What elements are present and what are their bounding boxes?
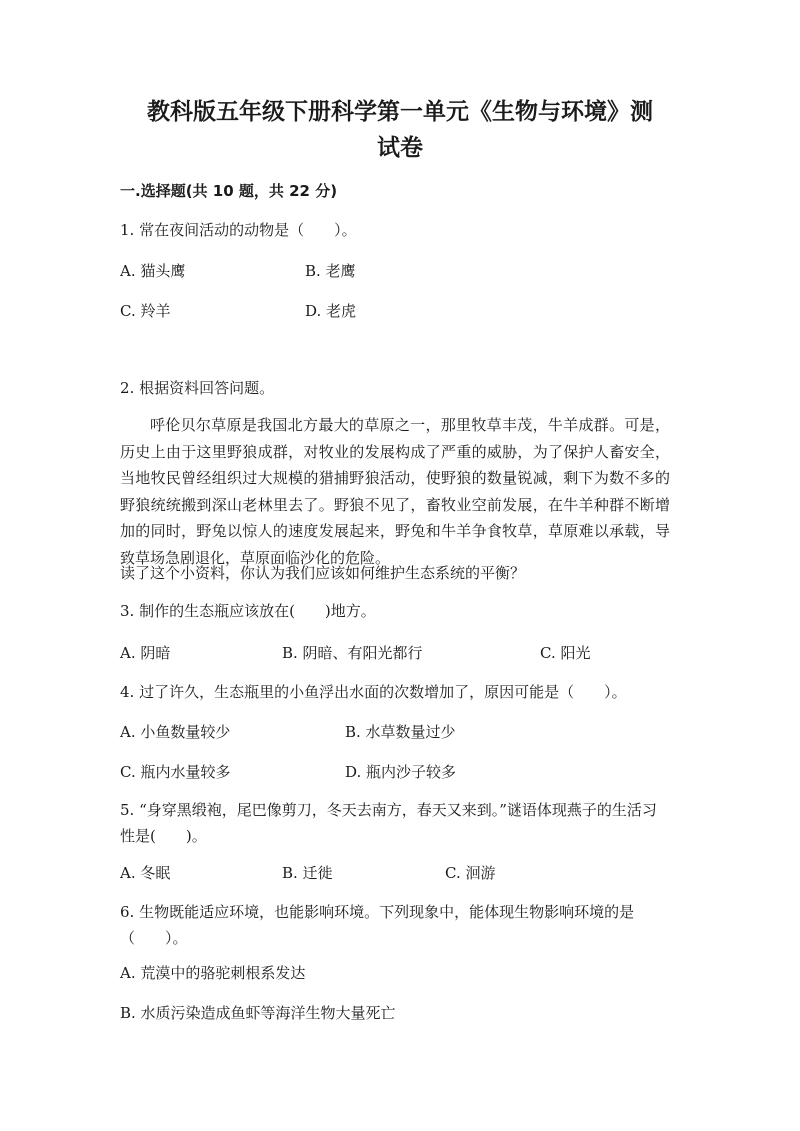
question-5-option-a: A. 冬眠 — [120, 864, 171, 882]
question-3-option-a: A. 阴暗 — [120, 644, 171, 662]
question-2-prompt: 读了这个小资料，你认为我们应该如何维护生态系统的平衡？ — [120, 564, 526, 582]
question-4-option-d: D. 瓶内沙子较多 — [345, 763, 457, 781]
question-6-option-b: B. 水质污染造成鱼虾等海洋生物大量死亡 — [120, 1004, 396, 1022]
question-1-stem: 1. 常在夜间活动的动物是（ ）。 — [120, 221, 357, 239]
question-1-option-b: B. 老鹰 — [305, 262, 356, 280]
question-4-option-c: C. 瓶内水量较多 — [120, 763, 231, 781]
question-5-option-c: C. 洄游 — [445, 864, 496, 882]
question-5-stem: 5. “身穿黑缎袍，尾巴像剪刀，冬天去南方，春天又来到。”谜语体现燕子的生活习性是( )。 — [120, 801, 657, 845]
section-heading-choice: 一.选择题(共 10 题，共 22 分) — [120, 182, 338, 200]
question-2-stem: 2. 根据资料回答问题。 — [120, 379, 275, 397]
exam-title-line2: 试卷 — [377, 135, 423, 161]
question-4-stem: 4. 过了许久，生态瓶里的小鱼浮出水面的次数增加了，原因可能是（ ）。 — [120, 683, 627, 701]
question-3-option-c: C. 阳光 — [540, 644, 591, 662]
question-6-stem: 6. 生物既能适应环境，也能影响环境。下列现象中，能体现生物影响环境的是（ ）。 — [120, 903, 635, 947]
exam-title-line1: 教科版五年级下册科学第一单元《生物与环境》测 — [147, 99, 653, 125]
question-4-option-b: B. 水草数量过少 — [345, 723, 456, 741]
question-3-stem: 3. 制作的生态瓶应该放在( )地方。 — [120, 602, 376, 620]
question-1-option-d: D. 老虎 — [305, 302, 357, 320]
question-6-option-a: A. 荒漠中的骆驼刺根系发达 — [120, 964, 306, 982]
question-3-option-b: B. 阴暗、有阳光都行 — [282, 644, 423, 662]
question-5-option-b: B. 迁徙 — [282, 864, 333, 882]
question-1-option-a: A. 猫头鹰 — [120, 262, 186, 280]
question-1-option-c: C. 羚羊 — [120, 302, 171, 320]
question-4-option-a: A. 小鱼数量较少 — [120, 723, 231, 741]
question-2-passage: 呼伦贝尔草原是我国北方最大的草原之一，那里牧草丰茂，牛羊成群。可是，历史上由于这里野狼成群，对牧业的发展构成了严重的威胁，为了保护人畜安全，当地牧民曾经组织过大规模的猎捕野狼活动，使野狼的数量锐减，剩下为数不多的野狼统统搬到深山老林里去了。野狼不见了，畜牧业空前发展，在牛羊种群不断增加的同时，野兔以惊人的速度发展起来，野兔和牛羊争食牧草，草原难以承载，导致草场急剧退化，草原面临沙化的危险。 — [120, 416, 670, 567]
